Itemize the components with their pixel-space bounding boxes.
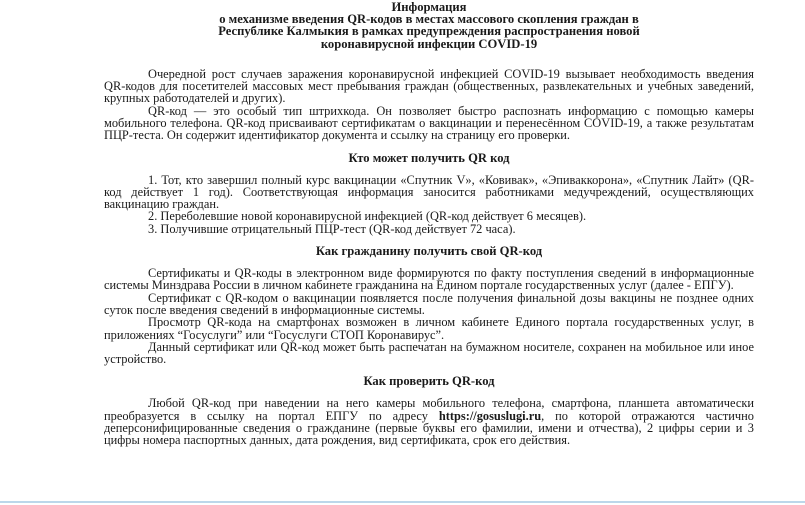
- list-item-2: 2. Переболевшие новой коронавирусной инфекцией (QR-код действует 6 месяцев).: [148, 209, 587, 224]
- how-get-paragraph-4: Данный сертификат или QR-код может быть распечатан на бумажном носителе, сохранен на мобильное или иное устройство.: [104, 339, 754, 367]
- document-title: [104, 1, 754, 50]
- how-check-text-end: , по которой отражаются частично деперсонифицированные сведения о гражданине (первые буквы его фамилии, имени и отчества), 2 цифры серии и 3 цифры номера паспортных данных, дата рождения, вид сертификата, срок его действия.: [104, 408, 754, 448]
- section-heading-who: Кто может получить QR код: [348, 150, 510, 165]
- list-item-1: 1. Тот, кто завершил полный курс вакцинации «Спутник V», «Ковивак», «Эпиваккорона», «Спутник Лайт» (QR-код действует 1 год). Соответствующая информация заносится работниками медучреждений, осуществляющих вакцинацию граждан.: [104, 172, 754, 212]
- how-check-paragraph: [104, 397, 754, 446]
- title-line-2: о механизме введения QR-кодов в местах массового скопления граждан в: [219, 12, 639, 27]
- section-heading-how-get: Как гражданину получить свой QR-код: [315, 244, 543, 259]
- how-check-text-start: Любой QR-код при наведении на него камеры мобильного телефона, смартфона, планшета автоматически преобразуется в ссылку на портал ЕПГУ по адресу: [104, 396, 754, 423]
- title-line-1: Информация: [391, 0, 467, 14]
- document-body: [104, 1, 754, 447]
- how-get-paragraph-2: Сертификат с QR-кодом о вакцинации появляется после получения финальной дозы вакцины не позднее одних суток после введения сведений в информационные системы.: [104, 290, 754, 317]
- how-get-paragraph-1: Сертификаты и QR-коды в электронном виде формируются по факту поступления сведений в информационные системы Минздрава России в личном кабинете гражданина на Едином портале государственных услуг (далее - ЕПГУ).: [104, 266, 754, 293]
- list-item-3: 3. Получившие отрицательный ПЦР-тест (QR-код действует 72 часа).: [148, 221, 516, 236]
- gosuslugi-link[interactable]: https://gosuslugi.ru: [438, 408, 542, 423]
- title-line-3: Республике Калмыкия в рамках предупреждения распространения новой: [218, 24, 640, 39]
- title-line-4: коронавирусной инфекции COVID-19: [320, 36, 538, 51]
- intro-paragraph-2: QR-код — это особый тип штрихкода. Он позволяет быстро распознать информацию с помощью камеры мобильного телефона. QR-код присваивают сертификатам о вакцинации и перенесённом COVID-19, а также результатам ПЦР-теста. Он содержит идентификатор документа и ссылку на страницу его проверки.: [104, 103, 754, 143]
- bottom-divider: [0, 501, 805, 503]
- section-heading-how-check: Как проверить QR-код: [363, 374, 495, 389]
- intro-paragraph-1: Очередной рост случаев заражения коронавирусной инфекцией COVID-19 вызывает необходимость введения QR-кодов для посетителей массовых мест пребывания граждан (общественных, развлекательных и учебных заведений, крупных работодателей и других).: [104, 66, 754, 106]
- how-get-paragraph-3: Просмотр QR-кода на смартфонах возможен в личном кабинете Единого портала государственных услуг, в приложениях “Госуслуги” или “Госуслуги СТОП Коронавирус”.: [104, 315, 754, 342]
